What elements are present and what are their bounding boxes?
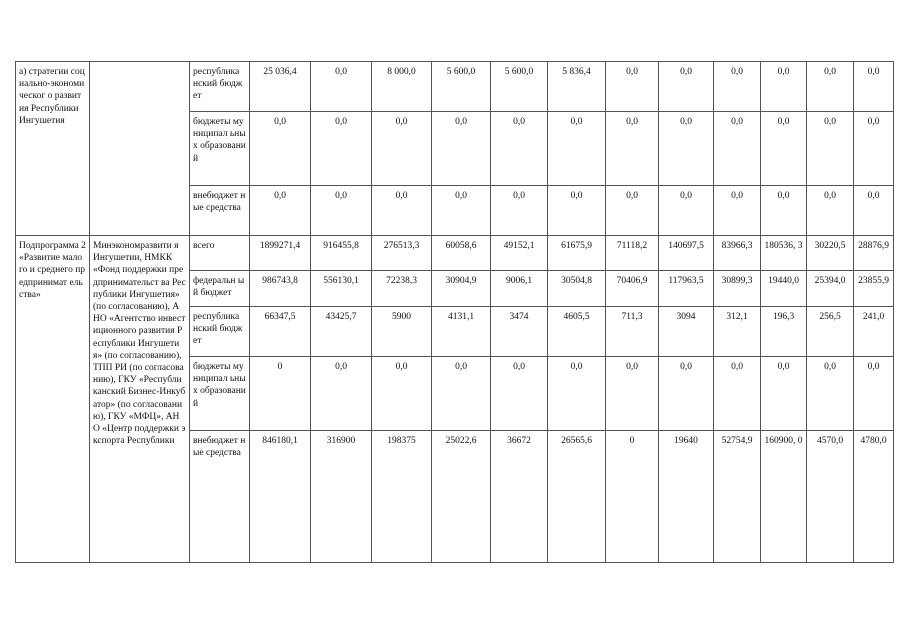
value-cell: 0,0: [372, 112, 432, 186]
value-cell: 3474: [491, 307, 548, 357]
value-cell: 0,0: [714, 112, 761, 186]
value-cell: 83966,3: [714, 236, 761, 271]
value-cell: 140697,5: [659, 236, 714, 271]
value-cell: 43425,7: [311, 307, 372, 357]
budget-table: [15, 61, 894, 563]
value-cell: 0,0: [714, 357, 761, 431]
value-cell: 0,0: [854, 112, 894, 186]
value-cell: 0,0: [854, 186, 894, 236]
value-cell: 0,0: [491, 112, 548, 186]
value-cell: 0,0: [491, 357, 548, 431]
value-cell: 26565,6: [548, 431, 606, 563]
value-cell: 0,0: [311, 186, 372, 236]
value-cell: 25394,0: [807, 271, 854, 307]
value-cell: 0: [606, 431, 659, 563]
value-cell: 25 036,4: [250, 62, 311, 112]
row-name-cell: Подпрограмма 2 «Развитие малого и среднего предпринимат ельства»: [16, 236, 90, 563]
value-cell: 4605,5: [548, 307, 606, 357]
row-name-cell: а) стратегии социально-экономическог о развития Республики Ингушетия: [16, 62, 90, 236]
value-cell: 0,0: [761, 357, 807, 431]
value-cell: 0,0: [372, 186, 432, 236]
value-cell: 4570,0: [807, 431, 854, 563]
value-cell: 30220,5: [807, 236, 854, 271]
value-cell: 36672: [491, 431, 548, 563]
source-cell: бюджеты муниципал ьных образовани й: [190, 357, 250, 431]
source-cell: республика нский бюджет: [190, 307, 250, 357]
value-cell: 0,0: [432, 112, 491, 186]
table-row: [16, 236, 894, 271]
value-cell: 30904,9: [432, 271, 491, 307]
value-cell: 0,0: [807, 186, 854, 236]
value-cell: 5 836,4: [548, 62, 606, 112]
value-cell: 5900: [372, 307, 432, 357]
value-cell: 0,0: [807, 62, 854, 112]
value-cell: 0,0: [659, 112, 714, 186]
source-cell: внебюджет ные средства: [190, 431, 250, 563]
value-cell: 0,0: [761, 112, 807, 186]
value-cell: 72238,3: [372, 271, 432, 307]
value-cell: 28876,9: [854, 236, 894, 271]
value-cell: 312,1: [714, 307, 761, 357]
value-cell: 0,0: [250, 112, 311, 186]
value-cell: 0,0: [548, 112, 606, 186]
value-cell: 556130,1: [311, 271, 372, 307]
source-cell: бюджеты муниципал ьных образовани й: [190, 112, 250, 186]
value-cell: 0,0: [807, 357, 854, 431]
value-cell: 8 000,0: [372, 62, 432, 112]
value-cell: 5 600,0: [491, 62, 548, 112]
source-cell: республика нский бюджет: [190, 62, 250, 112]
value-cell: 846180,1: [250, 431, 311, 563]
value-cell: 0,0: [854, 62, 894, 112]
value-cell: 316900: [311, 431, 372, 563]
value-cell: 0,0: [606, 112, 659, 186]
value-cell: 0,0: [854, 357, 894, 431]
source-cell: федеральн ый бюджет: [190, 271, 250, 307]
source-cell: всего: [190, 236, 250, 271]
value-cell: 0,0: [548, 186, 606, 236]
table-row: [16, 62, 894, 112]
value-cell: 0,0: [606, 186, 659, 236]
value-cell: 9006,1: [491, 271, 548, 307]
value-cell: 25022,6: [432, 431, 491, 563]
value-cell: 180536, 3: [761, 236, 807, 271]
value-cell: 0,0: [250, 186, 311, 236]
value-cell: 71118,2: [606, 236, 659, 271]
value-cell: 986743,8: [250, 271, 311, 307]
value-cell: 0,0: [311, 62, 372, 112]
value-cell: 1899271,4: [250, 236, 311, 271]
source-cell: внебюджет ные средства: [190, 186, 250, 236]
value-cell: 4131,1: [432, 307, 491, 357]
value-cell: 0,0: [432, 357, 491, 431]
value-cell: 66347,5: [250, 307, 311, 357]
value-cell: 0,0: [311, 112, 372, 186]
value-cell: 30504,8: [548, 271, 606, 307]
value-cell: 0,0: [432, 186, 491, 236]
value-cell: 0: [250, 357, 311, 431]
responsible-cell: Минэкономразвити я Ингушетии, НМКК «Фонд поддержки предпринимательст ва Республики Ингушетия» (по согласованию), АНО «Агентство инвестиционного развития Республики Ингушетия» (по согласованию), ТПП РИ (по согласованию), ГКУ «Республиканский Бизнес-Инкубатор» (по согласованию), ГКУ «МФЦ», АНО «Центр поддержки экспорта Республики: [90, 236, 190, 563]
value-cell: 0,0: [659, 186, 714, 236]
value-cell: 916455,8: [311, 236, 372, 271]
value-cell: 61675,9: [548, 236, 606, 271]
value-cell: 198375: [372, 431, 432, 563]
value-cell: 0,0: [548, 357, 606, 431]
value-cell: 0,0: [606, 62, 659, 112]
value-cell: 4780,0: [854, 431, 894, 563]
value-cell: 117963,5: [659, 271, 714, 307]
value-cell: 0,0: [714, 62, 761, 112]
value-cell: 0,0: [491, 186, 548, 236]
value-cell: 256,5: [807, 307, 854, 357]
value-cell: 52754,9: [714, 431, 761, 563]
value-cell: 711,3: [606, 307, 659, 357]
value-cell: 276513,3: [372, 236, 432, 271]
value-cell: 23855,9: [854, 271, 894, 307]
value-cell: 0,0: [311, 357, 372, 431]
value-cell: 70406,9: [606, 271, 659, 307]
value-cell: 5 600,0: [432, 62, 491, 112]
value-cell: 0,0: [606, 357, 659, 431]
responsible-cell: [90, 62, 190, 236]
value-cell: 0,0: [714, 186, 761, 236]
value-cell: 30899,3: [714, 271, 761, 307]
value-cell: 0,0: [807, 112, 854, 186]
value-cell: 0,0: [761, 186, 807, 236]
value-cell: 0,0: [372, 357, 432, 431]
value-cell: 3094: [659, 307, 714, 357]
value-cell: 19440,0: [761, 271, 807, 307]
value-cell: 19640: [659, 431, 714, 563]
value-cell: 60058,6: [432, 236, 491, 271]
value-cell: 0,0: [659, 357, 714, 431]
value-cell: 0,0: [761, 62, 807, 112]
value-cell: 0,0: [659, 62, 714, 112]
value-cell: 160900, 0: [761, 431, 807, 563]
value-cell: 196,3: [761, 307, 807, 357]
value-cell: 49152,1: [491, 236, 548, 271]
value-cell: 241,0: [854, 307, 894, 357]
